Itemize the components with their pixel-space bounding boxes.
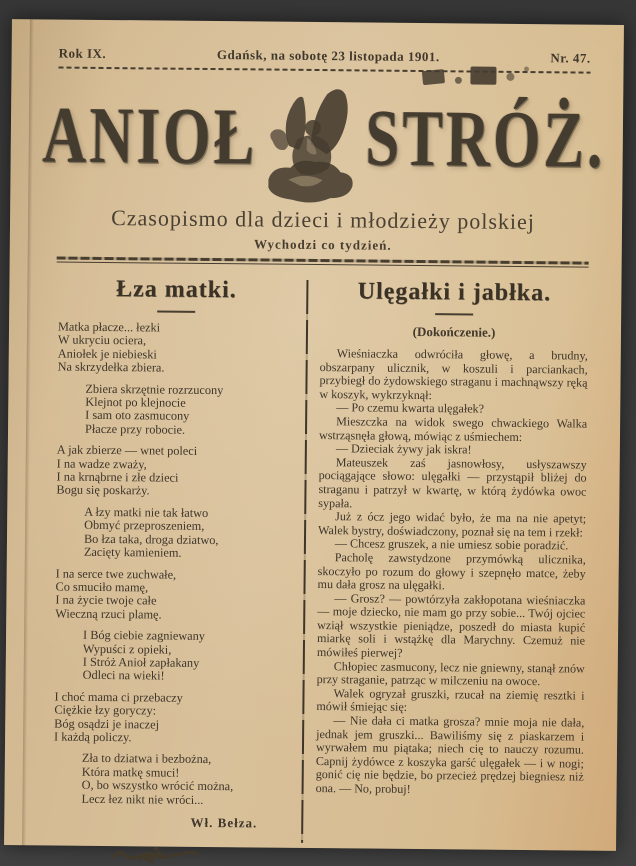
- poem-line: I choć mama ci przebaczy: [54, 689, 183, 705]
- poem-line: Płacze przy robocie.: [84, 421, 186, 437]
- story-paragraph: Wieśniaczka odwróciła głowę, a brudny, obszarpany ulicznik, w koszuli i parciankach, przybiegł do żydowskiego straganu i machnąwszy ręką w koszyk, wykrzyknął:: [319, 346, 588, 402]
- masthead-title-left: ANIOŁ: [41, 91, 258, 183]
- poem-line: Odleci na wieki!: [82, 668, 165, 683]
- story-title: Ulęgałki i jabłka.: [357, 278, 552, 307]
- poem-body: [51, 321, 296, 808]
- masthead: [41, 73, 606, 206]
- magazine-subtitle: Czasopismo dla dzieci i młodzieży polskiej: [111, 205, 536, 235]
- story-paragraph: Chłopiec zasmucony, lecz nie gniewny, stanął znów przy straganie, patrząc w milczeniu na owoce.: [316, 658, 585, 689]
- poem-line: I sam oto zasmucony: [85, 408, 190, 424]
- poem-line: Na skrzydełka zbiera.: [57, 359, 165, 375]
- poem-stanza: [58, 321, 297, 377]
- title-rule: [435, 313, 473, 315]
- story-column: [315, 278, 589, 866]
- poem-line: Zbiera skrzętnie rozrzucony: [85, 381, 224, 397]
- poem-line: Obmyć przeproszeniem,: [84, 518, 205, 534]
- poem-line: Aniołek je niebieski: [57, 346, 157, 362]
- poem-stanza: [81, 752, 292, 808]
- poem-line: Która matkę smuci!: [81, 764, 180, 780]
- story-paragraph: Mieszczka na widok swego chwackiego Walka wstrząsnęła głową, mówiąc z uśmiechem:: [318, 414, 588, 444]
- column-divider: [301, 280, 308, 843]
- story-paragraph: — Grosz? — powtórzyła zakłopotana wieśniaczka — moje dziecko, nie mam go przy sobie... Twój ojciec wziął wszystkie pieniądze, poszedł do miasta kupić miarkę soli i wstążkę dla Marychny. Czemuż nie mówiłeś pierwej?: [316, 590, 586, 660]
- poem-line: Lecz łez nikt nie wróci...: [81, 791, 204, 807]
- poem-line: Wieczną rzuci plamę.: [55, 606, 162, 622]
- story-subtitle: (Dokończenie.): [412, 323, 496, 340]
- poem-line: Matka płacze... łezki: [57, 319, 161, 335]
- article-columns: [51, 276, 589, 866]
- poem-line: Bogu się poskarży.: [56, 482, 150, 498]
- poem-line: I na życie twoje całe: [55, 592, 157, 608]
- poem-line: I każdą policzy.: [54, 729, 132, 745]
- poem-column: [51, 276, 297, 866]
- poem-line: Ciężkie łzy goryczy:: [54, 702, 157, 718]
- masthead-title-right: STRÓŻ.: [364, 94, 606, 186]
- newspaper-page: [4, 19, 624, 851]
- poem-stanza: [83, 629, 294, 685]
- story-paragraph: Mateuszek zaś jasnowłosy, usłyszawszy pociągające słowo: ulęgałki — przystąpił bliżej do straganu i patrzył w kwartę, w którą żydówka owoc sypała.: [318, 454, 587, 510]
- poem-stanza: [56, 444, 295, 500]
- poem-line: Co smuciło mamę,: [55, 579, 149, 595]
- poem-line: Bóg osądzi je inaczej: [54, 716, 160, 732]
- angel-engraving-icon: [259, 83, 364, 213]
- story-paragraph: Pacholę zawstydzone przymówką ulicznika, skoczyło po rozum do głowy i szepnęło matce, żeby mu dała grosz na ulęgałki.: [317, 550, 586, 593]
- issue-number: Nr. 47.: [550, 50, 591, 66]
- masthead-rule: [57, 257, 589, 269]
- flourish-ornament-icon: [109, 844, 291, 866]
- poem-line: A łzy matki nie tak łatwo: [84, 504, 209, 520]
- poem-title: Łza matki.: [115, 276, 237, 304]
- ink-smudge-icon: [418, 60, 538, 96]
- poem-stanza: [85, 382, 296, 438]
- story-paragraph: Walek ogryzał gruszki, rzucał na ziemię resztki i mówił śmiejąc się:: [316, 686, 585, 715]
- poem-line: A jak zbierze — wnet poleci: [56, 442, 198, 459]
- poem-stanza: [55, 567, 294, 623]
- poem-line: Zła to dziatwa i bezbożna,: [81, 751, 212, 767]
- story-paragraph: — Dzieciak żywy jak iskra!: [335, 441, 472, 457]
- title-rule: [157, 310, 195, 312]
- poem-line: W ukryciu ociera,: [57, 332, 147, 348]
- poem-line: Klejnot po klejnocie: [85, 394, 186, 410]
- story-paragraph: — Chcesz gruszek, a nie umiesz sobie poradzić.: [334, 536, 569, 553]
- poem-stanza: [84, 506, 295, 562]
- poem-stanza: [54, 690, 293, 746]
- poem-line: I na serce twe zuchwałe,: [55, 566, 177, 582]
- poem-line: Wypuści z opieki,: [82, 641, 172, 657]
- story-body: [316, 347, 588, 798]
- story-paragraph: — Nie dała ci matka grosza? mnie moja nie dała, jednak jem gruszki... Bawiliśmy się z piaskarzem i wyrwałem mu piątaka; niech cię to nauczy rozumu. Capnij żydówce z koszyka garść ulęgałek — i w nogi; gonić cię nie będzie, bo przecież prędzej biegniesz niż ona. — No, probuj!: [315, 713, 585, 796]
- volume-label: Rok IX.: [58, 45, 107, 61]
- poem-line: I Stróż Anioł zapłakany: [82, 654, 200, 670]
- story-paragraph: — Po czemu kwarta ulęgałek?: [336, 400, 485, 417]
- author-signature: Wł. Bełza.: [190, 814, 258, 831]
- poem-line: Zacięty kamieniem.: [83, 544, 182, 560]
- poem-line: O, bo wszystko wrócić można,: [81, 777, 234, 794]
- story-paragraph: Już z ócz jego widać było, że ma na nie apetyt; Walek bystry, doświadczony, poznał się na tem i rzekł:: [318, 509, 587, 540]
- poem-line: I na wadze zważy,: [56, 456, 147, 472]
- frequency-note: Wychodzi co tydzień.: [253, 236, 392, 253]
- poem-line: I na krnąbrne i złe dzieci: [56, 469, 179, 485]
- poem-line: Bo łza taka, droga dziatwo,: [83, 531, 219, 547]
- poem-line: I Bóg ciebie zagniewany: [83, 627, 206, 644]
- date-line: Gdańsk, na sobotę 23 listopada 1901.: [216, 47, 440, 65]
